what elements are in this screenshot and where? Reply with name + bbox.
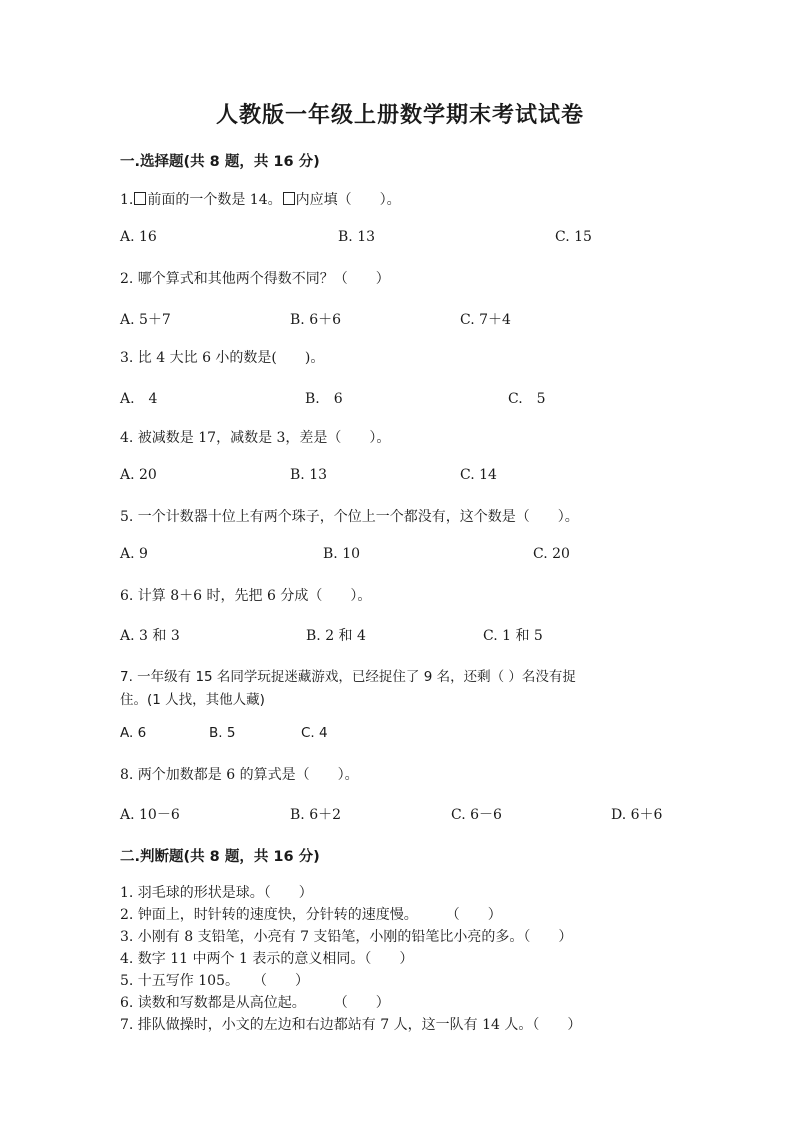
question-number: 1. xyxy=(120,192,134,208)
option-b: B. 6＋2 xyxy=(290,807,342,823)
option-c: C. 5 xyxy=(508,391,546,407)
option-b: B. 10 xyxy=(323,546,361,562)
exam-title: 人教版一年级上册数学期末考试试卷 xyxy=(215,103,584,128)
question-3: 3. 比 4 大比 6 小的数是( )。 xyxy=(120,350,325,366)
question-text: 前面的一个数是 14。 xyxy=(147,192,282,208)
question-8: 8. 两个加数都是 6 的算式是（ ）。 xyxy=(120,767,359,783)
question-1 xyxy=(120,189,401,209)
blank-box-icon xyxy=(134,192,146,205)
option-a: A. 20 xyxy=(120,467,157,483)
blank-box-icon xyxy=(283,192,295,205)
question-4: 4. 被减数是 17，减数是 3，差是（ ）。 xyxy=(120,430,391,446)
option-a: A. 5＋7 xyxy=(120,312,171,328)
option-b: B. 13 xyxy=(290,467,328,483)
option-a: A. 6 xyxy=(120,725,147,741)
option-b: B. 6＋6 xyxy=(290,312,342,328)
option-c: C. 14 xyxy=(460,467,497,483)
option-c: C. 4 xyxy=(301,725,328,741)
option-c: C. 15 xyxy=(555,229,592,245)
option-b: B. 6 xyxy=(305,391,343,407)
option-a: A. 16 xyxy=(120,229,157,245)
option-a: A. 4 xyxy=(120,391,158,407)
question-6: 6. 计算 8＋6 时，先把 6 分成（ ）。 xyxy=(120,588,372,604)
option-a: A. 3 和 3 xyxy=(120,628,180,644)
judgment-item-2: 2. 钟面上，时针转的速度快，分针转的速度慢。 （ ） xyxy=(120,907,502,923)
question-7-continued: 住。(1 人找，其他人藏) xyxy=(120,692,265,708)
option-c: C. 1 和 5 xyxy=(483,628,543,644)
judgment-item-1: 1. 羽毛球的形状是球。（ ） xyxy=(120,885,313,901)
judgment-item-5: 5. 十五写作 105。 （ ） xyxy=(120,973,309,989)
option-b: B. 5 xyxy=(209,725,236,741)
option-c: C. 7＋4 xyxy=(460,312,511,328)
question-text: 内应填（ ）。 xyxy=(295,192,401,208)
option-c: C. 20 xyxy=(533,546,570,562)
option-a: A. 10－6 xyxy=(120,807,180,823)
option-b: B. 13 xyxy=(338,229,376,245)
question-7: 7. 一年级有 15 名同学玩捉迷藏游戏，已经捉住了 9 名，还剩（ ）名没有捉 xyxy=(120,669,576,685)
section-heading-choice: 一.选择题(共 8 题，共 16 分) xyxy=(120,154,320,170)
judgment-item-4: 4. 数字 11 中两个 1 表示的意义相同。（ ） xyxy=(120,951,414,967)
judgment-item-7: 7. 排队做操时，小文的左边和右边都站有 7 人，这一队有 14 人。（ ） xyxy=(120,1017,582,1033)
option-b: B. 2 和 4 xyxy=(306,628,366,644)
option-a: A. 9 xyxy=(120,546,148,562)
option-d: D. 6＋6 xyxy=(611,807,663,823)
question-2: 2. 哪个算式和其他两个得数不同？（ ） xyxy=(120,271,390,287)
section-heading-judgment: 二.判断题(共 8 题，共 16 分) xyxy=(120,849,320,865)
question-5: 5. 一个计数器十位上有两个珠子，个位上一个都没有，这个数是（ ）。 xyxy=(120,509,579,525)
option-c: C. 6－6 xyxy=(451,807,502,823)
judgment-item-3: 3. 小刚有 8 支铅笔，小亮有 7 支铅笔，小刚的铅笔比小亮的多。（ ） xyxy=(120,929,573,945)
judgment-item-6: 6. 读数和写数都是从高位起。 （ ） xyxy=(120,995,390,1011)
